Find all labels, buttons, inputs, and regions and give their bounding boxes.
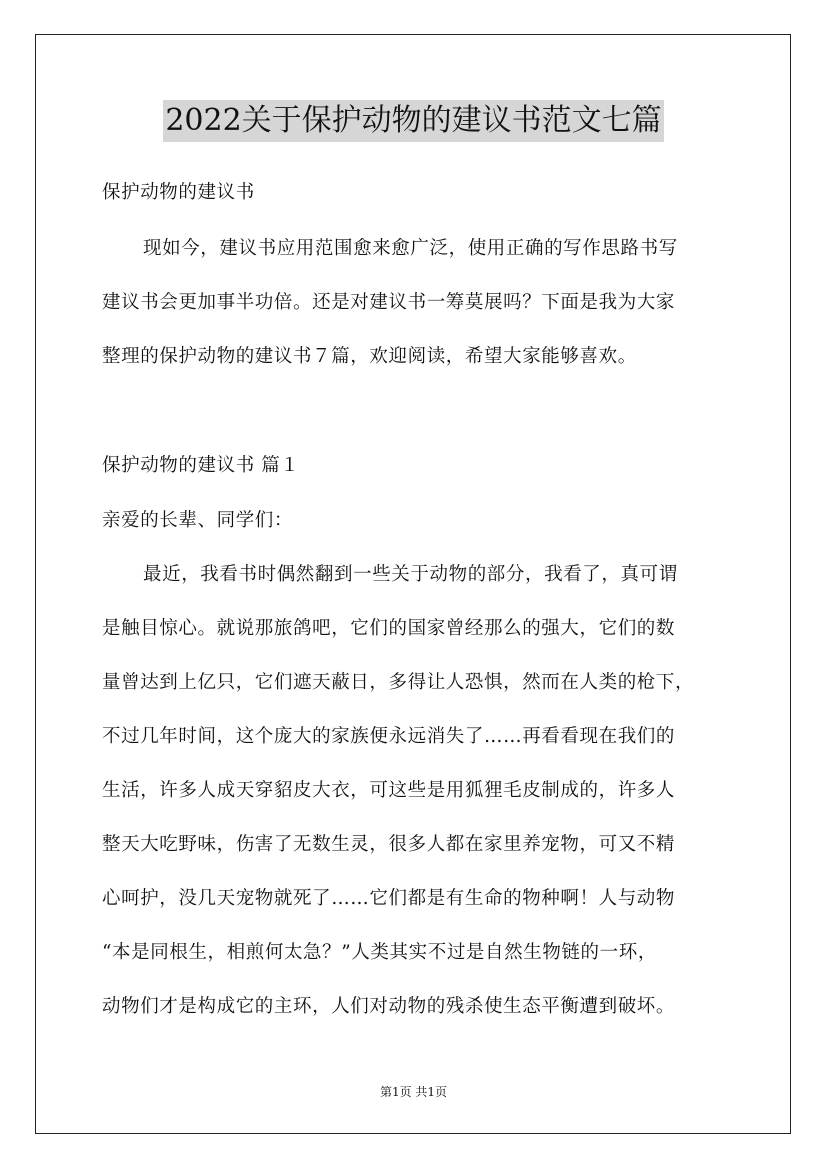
intro-line-1: 现如今，建议书应用范围愈来愈广泛，使用正确的写作思路书写 — [143, 238, 678, 259]
body-line-5: 生活，许多人成天穿貂皮大衣，可这些是用狐狸毛皮制成的，许多人 — [102, 780, 676, 801]
salutation: 亲爱的长辈、同学们： — [102, 510, 294, 531]
page-footer: 第1页 共1页 — [379, 1085, 448, 1099]
intro-line-3: 整理的保护动物的建议书７篇，欢迎阅读，希望大家能够喜欢。 — [102, 346, 637, 367]
body-line-1: 最近，我看书时偶然翻到一些关于动物的部分，我看了，真可谓 — [143, 564, 678, 585]
body-line-6: 整天大吃野味，伤害了无数生灵，很多人都在家里养宠物，可又不精 — [102, 834, 676, 855]
document-heading: 保护动物的建议书 — [102, 182, 255, 203]
body-line-4: 不过几年时间，这个庞大的家族便永远消失了……再看看现在我们的 — [102, 726, 676, 747]
document-title: 2022关于保护动物的建议书范文七篇 — [163, 100, 663, 142]
body-line-7: 心呵护，没几天宠物就死了……它们都是有生命的物种啊！人与动物 — [102, 888, 676, 909]
title-container — [0, 100, 827, 142]
body-line-8: “本是同根生，相煎何太急？”人类其实不过是自然生物链的一环， — [102, 942, 657, 963]
body-line-3: 量曾达到上亿只，它们遮天蔽日，多得让人恐惧，然而在人类的枪下， — [102, 672, 695, 693]
section-heading: 保护动物的建议书 篇１ — [102, 455, 300, 476]
body-line-9: 动物们才是构成它的主环，人们对动物的残杀使生态平衡遭到破坏。 — [102, 996, 676, 1017]
body-line-2: 是触目惊心。就说那旅鸽吧，它们的国家曾经那么的强大，它们的数 — [102, 618, 676, 639]
intro-line-2: 建议书会更加事半功倍。还是对建议书一筹莫展吗？下面是我为大家 — [102, 292, 676, 313]
